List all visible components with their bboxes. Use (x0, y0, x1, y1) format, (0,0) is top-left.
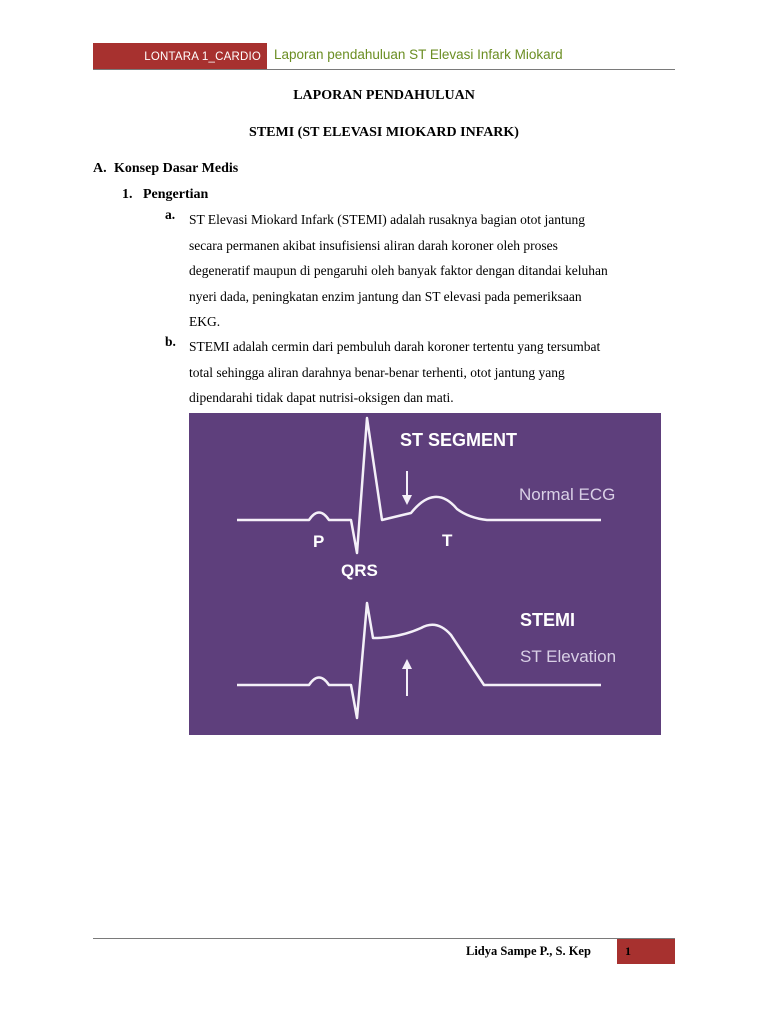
paragraph-line: ST Elevasi Miokard Infark (STEMI) adalah rusaknya bagian otot jantung (189, 212, 586, 227)
header-divider (93, 69, 675, 70)
paragraph (189, 207, 675, 335)
ecg-figure (189, 413, 661, 735)
section-1-label: Pengertian (143, 187, 209, 202)
normal-ecg-label: Normal ECG (519, 485, 616, 504)
paragraph (189, 334, 675, 411)
figure-background (189, 413, 661, 735)
section-1-heading (122, 187, 208, 203)
list-marker: b. (165, 334, 176, 349)
paragraph-line: dipendarahi tidak dapat nutrisi-oksigen dan mati. (189, 390, 454, 405)
paragraph-line: degeneratif maupun di pengaruhi oleh banyak faktor dengan ditandai keluhan (189, 263, 608, 278)
footer-author: Lidya Sampe P., S. Kep (466, 944, 591, 958)
st-elevation-label: ST Elevation (520, 647, 617, 666)
section-a-label: Konsep Dasar Medis (114, 161, 239, 176)
document-title: LAPORAN PENDAHULUAN (293, 88, 475, 103)
section-1-number: 1. (122, 187, 133, 202)
list-item-a (165, 207, 675, 335)
stemi-label: STEMI (520, 610, 576, 630)
st-segment-label: ST SEGMENT (400, 430, 518, 450)
paragraph-line: EKG. (189, 314, 221, 329)
paragraph-line: STEMI adalah cermin dari pembuluh darah koroner tertentu yang tersumbat (189, 339, 601, 354)
header-label: LONTARA 1_CARDIO (93, 43, 267, 70)
section-a-number: A. (93, 161, 107, 176)
paragraph-line: nyeri dada, peningkatan enzim jantung dan ST elevasi pada pemeriksaan (189, 288, 582, 304)
list-item-b (165, 334, 675, 411)
list-marker: a. (165, 207, 176, 222)
paragraph-line: total sehingga aliran darahnya benar-benar terhenti, otot jantung yang (189, 364, 565, 380)
qrs-label: QRS (341, 561, 378, 580)
p-wave-label: P (313, 532, 325, 551)
paragraph-line: secara permanen akibat insufisiensi aliran darah koroner oleh proses (189, 237, 558, 253)
section-a-heading (93, 161, 238, 177)
header-title: Laporan pendahuluan ST Elevasi Infark Miokard (274, 47, 563, 62)
page-number: 1 (617, 939, 675, 964)
footer-divider (93, 938, 675, 939)
t-wave-label: T (442, 531, 453, 550)
document-subtitle: STEMI (ST ELEVASI MIOKARD INFARK) (249, 125, 519, 140)
